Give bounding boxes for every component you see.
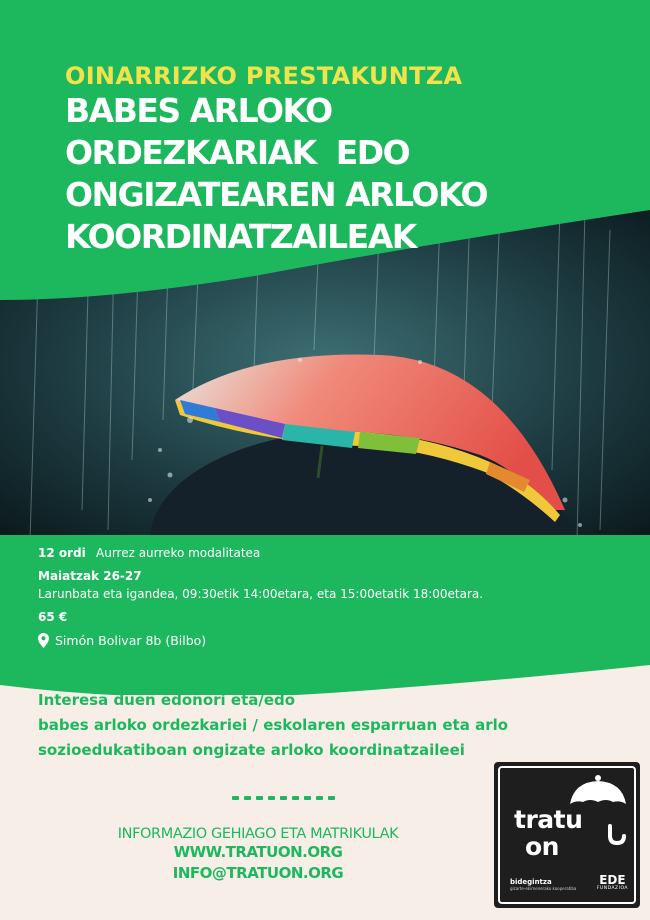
- title-line-2: ORDEZKARIAK EDO: [65, 133, 410, 172]
- title-line-1: BABES ARLOKO: [65, 91, 332, 130]
- logo-word-tratu: tratu: [514, 805, 583, 834]
- email-link[interactable]: INFO@TRATUON.ORG: [172, 864, 344, 882]
- title-line-4: KOORDINATZAILEAK: [65, 217, 416, 256]
- target-audience: [38, 688, 618, 763]
- bidegintza-name: bidegintza: [510, 878, 552, 886]
- course-kicker: OINARRIZKO PRESTAKUNTZA: [65, 62, 463, 90]
- map-pin-icon: [38, 633, 49, 648]
- contact-block: [58, 826, 458, 884]
- modality: Aurrez aurreko modalitatea: [96, 546, 261, 560]
- contact-heading: INFORMAZIO GEHIAGO ETA MATRIKULAK: [117, 826, 399, 842]
- audience-line-1: Interesa duen edonori eta/edo: [38, 691, 296, 709]
- bidegintza-logo: [510, 878, 576, 891]
- schedule: Larunbata eta igandea, 09:30etik 14:00etara, eta 15:00etatik 18:00etara.: [38, 587, 484, 601]
- dates: Maiatzak 26-27: [38, 569, 142, 583]
- audience-line-3: sozioedukatiboan ongizate arloko koordinatzaileei: [38, 741, 465, 759]
- location-row: [38, 633, 638, 648]
- headline: [65, 62, 625, 258]
- audience-line-2: babes arloko ordezkariei / eskolaren esparruan eta arlo: [38, 716, 509, 734]
- course-details: [38, 546, 638, 648]
- website-link[interactable]: WWW.TRATUON.ORG: [173, 843, 343, 861]
- dotted-divider: [232, 796, 335, 800]
- bidegintza-tagline: gizarte-ekimenerako kooperatiba: [510, 886, 577, 891]
- ede-name: EDE: [599, 873, 626, 887]
- partner-logos: [510, 874, 628, 891]
- ede-tagline: FUNDAZIOA: [596, 886, 628, 891]
- tratuon-logo: [492, 760, 642, 910]
- price: 65 €: [38, 610, 68, 624]
- location: Simón Bolivar 8b (Bilbo): [55, 633, 207, 648]
- ede-logo: [597, 874, 628, 891]
- title-line-3: ONGIZATEAREN ARLOKO: [65, 175, 488, 214]
- hours-row: [38, 546, 638, 560]
- logo-word-on: on: [525, 832, 559, 861]
- hours: 12 ordi: [38, 546, 86, 560]
